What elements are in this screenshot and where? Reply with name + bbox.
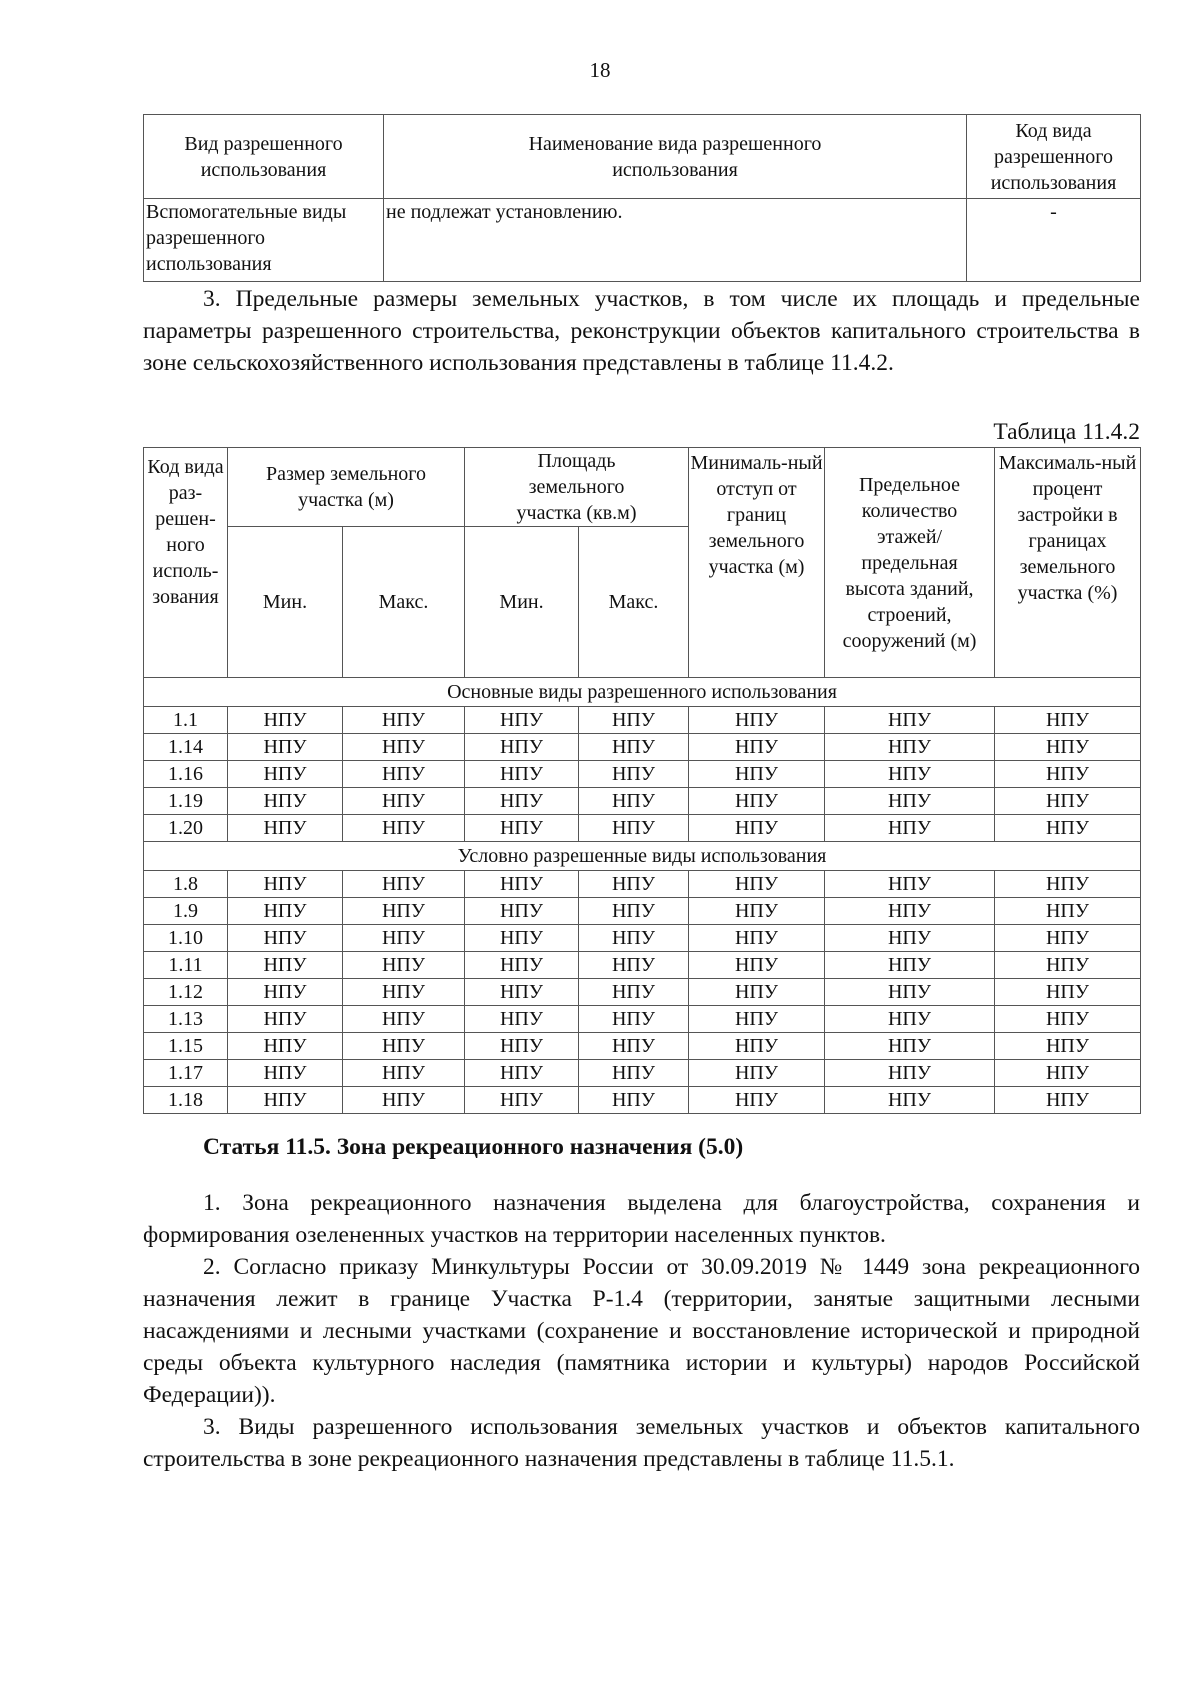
- cell-value: НПУ: [228, 1033, 343, 1060]
- header-percent: Максималь-ный процент застройки в границах земельного участка (%): [995, 448, 1141, 678]
- cell-value: НПУ: [825, 871, 995, 898]
- plot-parameters-table: [143, 447, 1141, 1114]
- cell-value: НПУ: [465, 871, 579, 898]
- cell-value: НПУ: [465, 788, 579, 815]
- cell-value: НПУ: [228, 1006, 343, 1033]
- table-row: [144, 1060, 1141, 1087]
- cell-value: НПУ: [579, 761, 689, 788]
- cell-value: НПУ: [689, 815, 825, 842]
- permitted-use-table: [143, 114, 1141, 282]
- cell-value: НПУ: [579, 952, 689, 979]
- cell-value: НПУ: [465, 925, 579, 952]
- header-use-code: Код вида разрешенного использования: [967, 115, 1141, 199]
- cell-code: 1.15: [144, 1033, 228, 1060]
- cell-value: НПУ: [343, 952, 465, 979]
- cell-value: НПУ: [689, 1006, 825, 1033]
- cell-code: 1.17: [144, 1060, 228, 1087]
- cell-value: НПУ: [689, 788, 825, 815]
- cell-code: 1.9: [144, 898, 228, 925]
- header-code: Код вида раз-решен-ного исполь-зования: [144, 448, 228, 678]
- cell-value: НПУ: [228, 871, 343, 898]
- cell-value: НПУ: [995, 788, 1141, 815]
- cell-value: НПУ: [465, 1060, 579, 1087]
- cell-value: НПУ: [465, 952, 579, 979]
- header-setback: Минималь-ный отступ от границ земельного участка (м): [689, 448, 825, 678]
- cell-code: 1.16: [144, 761, 228, 788]
- cell-value: НПУ: [465, 1033, 579, 1060]
- cell-value: НПУ: [689, 1033, 825, 1060]
- cell-value: НПУ: [228, 788, 343, 815]
- cell-value: НПУ: [579, 871, 689, 898]
- cell-value: НПУ: [825, 707, 995, 734]
- cell-value: НПУ: [343, 1033, 465, 1060]
- cell-code: 1.14: [144, 734, 228, 761]
- cell-value: НПУ: [228, 952, 343, 979]
- cell-value: НПУ: [579, 979, 689, 1006]
- cell-value: НПУ: [825, 761, 995, 788]
- table-row: [144, 979, 1141, 1006]
- cell-value: НПУ: [343, 707, 465, 734]
- cell-value: НПУ: [825, 1033, 995, 1060]
- cell-value: НПУ: [825, 734, 995, 761]
- header-floors: Предельное количество этажей/ предельная высота зданий, строений, сооружений (м): [825, 448, 995, 678]
- cell-value: НПУ: [995, 734, 1141, 761]
- cell-value: НПУ: [465, 761, 579, 788]
- article-paragraph-2: 2. Согласно приказу Минкультуры России от 30.09.2019 № 1449 зона рекреационного назначения лежит в границе Участка Р-1.4 (территории, занятые защитными лесными насаждениями и лесными участками (сохранение и восстановление исторической и природной среды объекта культурного наследия (памятника истории и культуры) народов Российской Федерации)).: [143, 1254, 1140, 1408]
- cell-value: НПУ: [825, 815, 995, 842]
- cell-value: НПУ: [343, 1087, 465, 1114]
- cell-value: НПУ: [825, 952, 995, 979]
- cell-value: НПУ: [228, 1060, 343, 1087]
- cell-value: НПУ: [579, 815, 689, 842]
- cell-value: НПУ: [579, 1033, 689, 1060]
- table-row: [144, 199, 1141, 282]
- cell-code: 1.8: [144, 871, 228, 898]
- cell-value: НПУ: [465, 734, 579, 761]
- cell-value: НПУ: [689, 761, 825, 788]
- cell-value: НПУ: [343, 925, 465, 952]
- table-row: [144, 871, 1141, 898]
- cell-value: НПУ: [579, 1087, 689, 1114]
- cell-value: НПУ: [689, 979, 825, 1006]
- cell-value: НПУ: [689, 925, 825, 952]
- cell-value: НПУ: [343, 1060, 465, 1087]
- cell-value: НПУ: [825, 1087, 995, 1114]
- cell-value: НПУ: [343, 871, 465, 898]
- header-use-type: Вид разрешенного использования: [144, 115, 384, 199]
- cell-value: НПУ: [995, 979, 1141, 1006]
- cell-value: НПУ: [995, 815, 1141, 842]
- cell-value: НПУ: [825, 788, 995, 815]
- cell-use-name: не подлежат установлению.: [384, 199, 967, 282]
- cell-value: НПУ: [825, 925, 995, 952]
- cell-value: НПУ: [689, 871, 825, 898]
- cell-value: НПУ: [343, 1006, 465, 1033]
- cell-value: НПУ: [228, 815, 343, 842]
- cell-code: 1.18: [144, 1087, 228, 1114]
- section-title: Условно разрешенные виды использования: [144, 842, 1141, 871]
- cell-use-code: -: [967, 199, 1141, 282]
- cell-use-type: Вспомогательные виды разрешенного использования: [144, 199, 384, 282]
- cell-value: НПУ: [343, 788, 465, 815]
- cell-code: 1.10: [144, 925, 228, 952]
- cell-value: НПУ: [995, 1033, 1141, 1060]
- cell-value: НПУ: [228, 979, 343, 1006]
- cell-value: НПУ: [995, 1060, 1141, 1087]
- cell-value: НПУ: [825, 1006, 995, 1033]
- table-row: [144, 815, 1141, 842]
- cell-value: НПУ: [228, 925, 343, 952]
- cell-value: НПУ: [228, 761, 343, 788]
- table-row: [144, 1087, 1141, 1114]
- cell-value: НПУ: [995, 925, 1141, 952]
- cell-value: НПУ: [995, 871, 1141, 898]
- cell-code: 1.1: [144, 707, 228, 734]
- cell-value: НПУ: [995, 761, 1141, 788]
- cell-value: НПУ: [995, 707, 1141, 734]
- article-heading: Статья 11.5. Зона рекреационного назначения (5.0): [203, 1134, 744, 1160]
- table-row: [144, 952, 1141, 979]
- cell-value: НПУ: [343, 898, 465, 925]
- cell-value: НПУ: [689, 1060, 825, 1087]
- article-body: [143, 1187, 1140, 1475]
- table-row: [144, 925, 1141, 952]
- cell-value: НПУ: [579, 898, 689, 925]
- cell-value: НПУ: [579, 734, 689, 761]
- table-row: [144, 898, 1141, 925]
- cell-value: НПУ: [579, 707, 689, 734]
- header-size-min: Мин.: [228, 527, 343, 678]
- page-number: 18: [589, 58, 611, 82]
- cell-value: НПУ: [343, 761, 465, 788]
- cell-value: НПУ: [465, 707, 579, 734]
- table-row: [144, 761, 1141, 788]
- section-row: [144, 842, 1141, 871]
- cell-value: НПУ: [228, 898, 343, 925]
- cell-value: НПУ: [579, 1060, 689, 1087]
- paragraph-text: 3. Предельные размеры земельных участков, в том числе их площадь и предельные параметры разрешенного строительства, реконструкции объектов капитального строительства в зоне сельскохозяйственного использования представлены в таблице 11.4.2.: [143, 286, 1140, 376]
- cell-value: НПУ: [689, 707, 825, 734]
- cell-code: 1.12: [144, 979, 228, 1006]
- article-paragraph-1: 1. Зона рекреационного назначения выделена для благоустройства, сохранения и формирования озелененных участков на территории населенных пунктов.: [143, 1190, 1140, 1248]
- table-row: [144, 707, 1141, 734]
- cell-value: НПУ: [825, 979, 995, 1006]
- header-area: Площадь земельного участка (кв.м): [465, 448, 689, 527]
- cell-value: НПУ: [228, 707, 343, 734]
- cell-value: НПУ: [825, 1060, 995, 1087]
- cell-value: НПУ: [995, 1087, 1141, 1114]
- cell-value: НПУ: [465, 815, 579, 842]
- cell-value: НПУ: [995, 1006, 1141, 1033]
- cell-value: НПУ: [995, 898, 1141, 925]
- header-size-max: Макс.: [343, 527, 465, 678]
- table-header-row: [144, 448, 1141, 527]
- cell-value: НПУ: [825, 898, 995, 925]
- cell-value: НПУ: [579, 925, 689, 952]
- cell-code: 1.13: [144, 1006, 228, 1033]
- table-row: [144, 1006, 1141, 1033]
- header-area-max: Макс.: [579, 527, 689, 678]
- header-use-name: Наименование вида разрешенного использования: [384, 115, 967, 199]
- cell-value: НПУ: [579, 1006, 689, 1033]
- cell-value: НПУ: [465, 898, 579, 925]
- section-row: [144, 678, 1141, 707]
- table-caption: Таблица 11.4.2: [993, 419, 1140, 445]
- section-title: Основные виды разрешенного использования: [144, 678, 1141, 707]
- cell-value: НПУ: [689, 1087, 825, 1114]
- cell-value: НПУ: [579, 788, 689, 815]
- table-row: [144, 788, 1141, 815]
- header-area-min: Мин.: [465, 527, 579, 678]
- cell-value: НПУ: [465, 1006, 579, 1033]
- cell-value: НПУ: [465, 979, 579, 1006]
- cell-value: НПУ: [228, 1087, 343, 1114]
- header-size: Размер земельного участка (м): [228, 448, 465, 527]
- cell-value: НПУ: [689, 952, 825, 979]
- paragraph-limits: [143, 283, 1140, 379]
- cell-code: 1.11: [144, 952, 228, 979]
- cell-value: НПУ: [689, 734, 825, 761]
- cell-value: НПУ: [995, 952, 1141, 979]
- article-paragraph-3: 3. Виды разрешенного использования земельных участков и объектов капитального строительства в зоне рекреационного назначения представлены в таблице 11.5.1.: [143, 1414, 1140, 1472]
- cell-value: НПУ: [343, 979, 465, 1006]
- cell-code: 1.20: [144, 815, 228, 842]
- table-body: [144, 678, 1141, 1114]
- cell-code: 1.19: [144, 788, 228, 815]
- cell-value: НПУ: [465, 1087, 579, 1114]
- cell-value: НПУ: [228, 734, 343, 761]
- table-row: [144, 1033, 1141, 1060]
- cell-value: НПУ: [343, 815, 465, 842]
- cell-value: НПУ: [689, 898, 825, 925]
- cell-value: НПУ: [343, 734, 465, 761]
- table-header-row: [144, 115, 1141, 199]
- table-row: [144, 734, 1141, 761]
